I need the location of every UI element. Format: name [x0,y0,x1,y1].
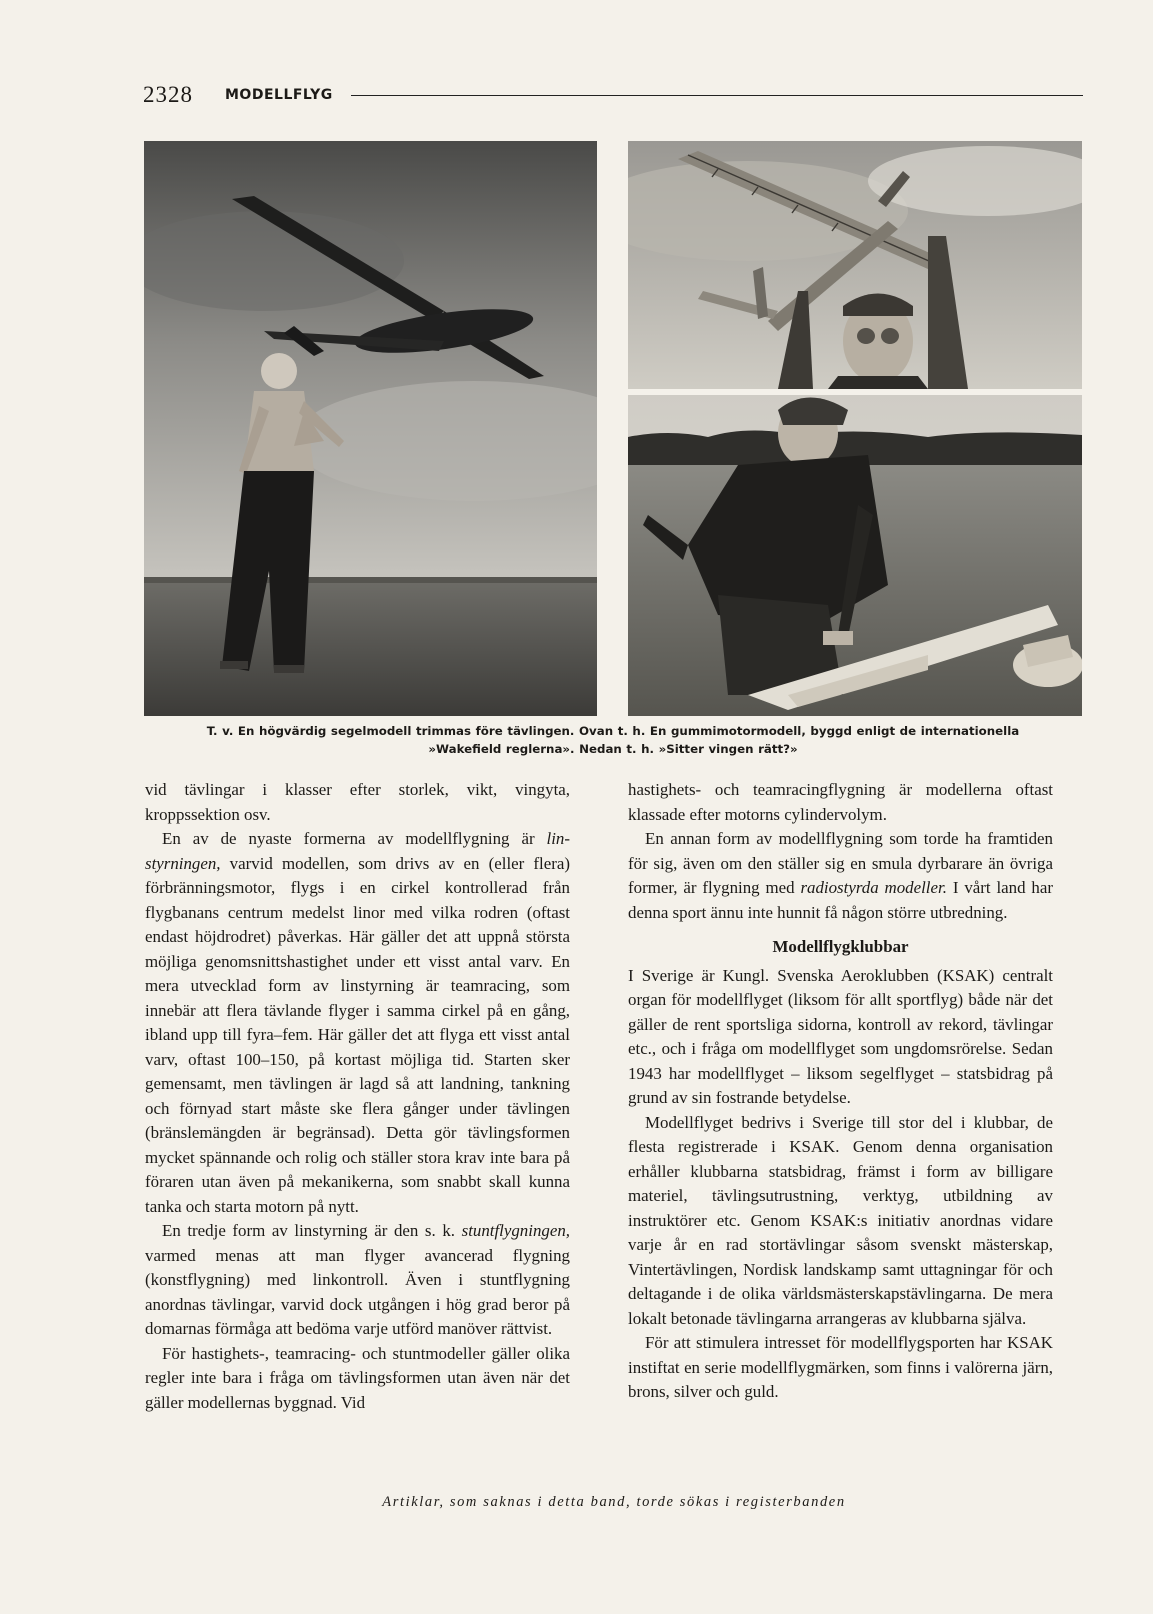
text-run: varmed menas att man flyger avancerad flygning (konstflygning) med linkontroll. Även i stuntflygning anordnas tävlingar, varvid dock utgången i hög grad beror på domarnas förmåga att bedöma varje utförd manöver rättvist. [145,1245,570,1338]
emphasis: stuntflygningen, [461,1221,570,1240]
photo-wing-check [628,395,1082,716]
subheading: Modellflygklubbar [772,937,909,956]
page-number: 2328 [143,82,193,107]
paragraph: hastighets- och teamracingflygning är modellerna oftast klassade efter motorns cylindervolym. [628,780,1053,824]
text-run: En tredje form av linstyrning är den s. k. [162,1221,462,1240]
caption-line: T. v. En högvärdig segelmodell trimmas före tävlingen. Ovan t. h. En gummimotormodell, byggd enligt de internationella [206,724,1020,738]
text-run: I vårt land har denna sport ännu inte hunnit få någon större utbredning. [628,878,1053,922]
paragraph: För att stimulera intresset för modellflygsporten har KSAK instiftat en serie modellflygmärken, som finns i valörerna järn, brons, silver och guld. [628,1333,1053,1401]
paragraph: Modellflyget bedrivs i Sverige till stor del i klubbar, de flesta registrerade i KSAK. Genom denna organisation erhåller klubbarna statsbidrag, främst i form av billigare materiel, tävlingsutrustning, verktyg, utbildning av instruktörer etc. Genom KSAK:s initiativ anordnas vidare varje år en rad stortävlingar såsom svenskt mästerskap, Vintertävlingen, Nordisk landskamp samt uttagningar för och deltagande i de olika världsmästerskapstävlingarna. De mera lokalt betonade tävlingarna arrangeras av klubbarna själva. [628,1112,1053,1328]
text-run: En av de nyaste formerna av modellflygning är [162,829,547,848]
left-column [145,778,570,1415]
paragraph: I Sverige är Kungl. Svenska Aeroklubben (KSAK) centralt organ för modellflyget (liksom för allt sportflyg) både när det gäller de rent sportsliga sidorna, kontroll av rekord, tävlingar etc., och i fråga om modellflyget som ungdomsrörelse. Sedan 1943 har modellflyget – liksom segelflyget – statsbidrag på grund av sin fostrande betydelse. [628,965,1053,1107]
header-rule [351,95,1083,96]
paragraph: För hastighets-, teamracing- och stuntmodeller gäller olika regler inte bara i fråga om tävlingsformen utan även när det gäller modellernas byggnad. Vid [145,1343,570,1412]
emphasis: linstyrningen, [145,829,570,873]
emphasis: radiostyrda modeller. [800,878,947,897]
photo-caption [144,722,1082,758]
page-header [143,82,1083,108]
paragraph [628,827,1053,925]
paragraph [145,1219,570,1342]
footer-note: Artiklar, som saknas i detta band, torde sökas i registerbanden [382,1494,846,1510]
photo-glider-launch [144,141,597,716]
right-column [628,778,1053,1405]
photo-rubber-model [628,141,1082,389]
paragraph: vid tävlingar i klasser efter storlek, vikt, vingyta, kroppssektion osv. [145,780,570,824]
text-run: En annan form av modellflygning som torde ha framtiden för sig, även om den ställer sig en smula dyrbarare än övriga former, är flygning med [628,829,1053,897]
text-run: varvid modellen, som drivs av en (eller flera) förbränningsmotor, flygs i en cirkel kontrollerad från flygbanans centrum medelst linor med vilka rodren (oftast endast höjdrodret) påverkas. Här gäller det att uppnå största möjliga genomsnittshastighet under ett visst antal varv. En mera utvecklad form av linstyrning är teamracing, som innebär att flera tävlande flyger i samma cirkel på en gång, ibland upp till fyra–fem. Här gäller det att flyga ett visst antal varv, oftast 100–150, på kortast möjliga tid. Starten sker gemensamt, men tävlingen är lagd så att landning, tankning och förnyad start måste ske flera gånger under tävlingen (bränslemängden är begränsad). Detta gör tävlingsformen mycket spännande och rolig och ställer stora krav inte bara på föraren utan även på mekanikerna, som snabbt skall kunna tanka och starta motorn på nytt. [145,853,570,1216]
paragraph [145,827,570,1219]
section-title: MODELLFLYG [225,87,333,103]
caption-line: »Wakefield reglerna». Nedan t. h. »Sitter vingen rätt?» [428,742,798,756]
